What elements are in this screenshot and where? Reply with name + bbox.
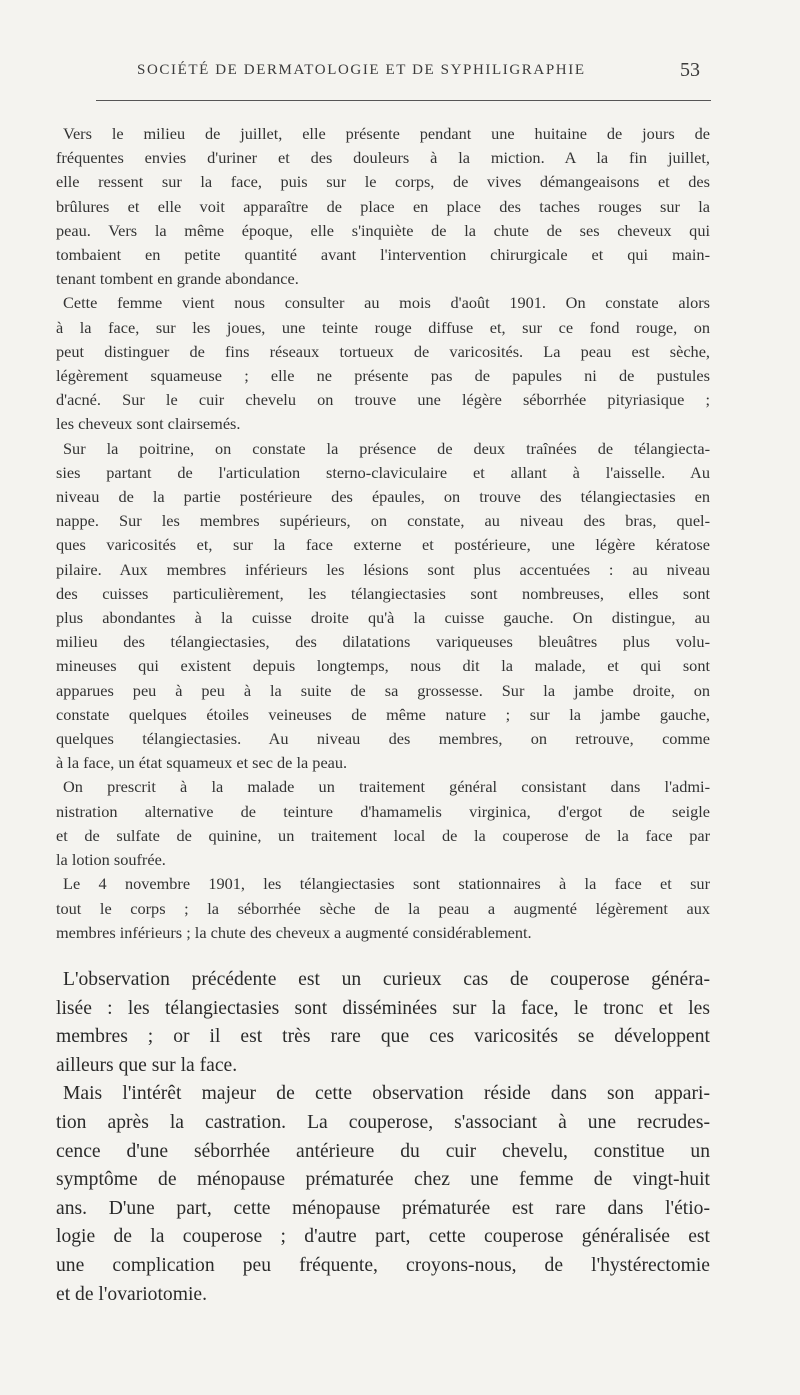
text-line: et de sulfate de quinine, un traitement local de la couperose de la face par [56, 825, 710, 845]
text-line: peut distinguer de fins réseaux tortueux de varicosités. La peau est sèche, [56, 341, 710, 361]
text-line: des cuisses particulièrement, les télangiectasies sont nombreuses, elles sont [56, 583, 710, 603]
text-line: On prescrit à la malade un traitement général consistant dans l'admi- [63, 777, 710, 797]
text-line: tenant tombent en grande abondance. [56, 269, 299, 289]
text-line: à la face, sur les joues, une teinte rouge diffuse et, sur ce fond rouge, on [56, 317, 710, 337]
text-line: membres inférieurs ; la chute des cheveux a augmenté considérablement. [56, 922, 532, 942]
text-line: Mais l'intérêt majeur de cette observation réside dans son appari- [63, 1083, 710, 1105]
commentary-paragraph [56, 966, 710, 1080]
text-line: membres ; or il est très rare que ces varicosités se développent [56, 1026, 710, 1048]
text-line: ans. D'une part, cette ménopause prématurée est rare dans l'étio- [56, 1197, 710, 1219]
case-report-paragraph [56, 872, 710, 945]
header-rule [96, 100, 711, 101]
text-line: une complication peu fréquente, croyons-nous, de l'hystérectomie [56, 1254, 710, 1276]
text-line: symptôme de ménopause prématurée chez une femme de vingt-huit [56, 1169, 710, 1191]
text-line: Vers le milieu de juillet, elle présente pendant une huitaine de jours de [63, 124, 710, 143]
text-line: Sur la poitrine, on constate la présence de deux traînées de télangiecta- [63, 438, 710, 458]
commentary [56, 966, 710, 1309]
text-line: peau. Vers la même époque, elle s'inquiète de la chute de ses cheveux qui [56, 220, 710, 240]
text-line: ques varicosités et, sur la face externe et postérieure, une légère kératose [56, 535, 710, 555]
running-title: SOCIÉTÉ DE DERMATOLOGIE ET DE SYPHILIGRAPHIE [137, 62, 586, 78]
case-report-paragraph [56, 122, 710, 291]
text-line: sies partant de l'articulation sterno-claviculaire et allant à l'aisselle. Au [56, 462, 710, 482]
case-report [56, 122, 710, 945]
text-line: Cette femme vient nous consulter au mois d'août 1901. On constate alors [63, 293, 710, 313]
case-report-paragraph [56, 775, 710, 872]
text-line: d'acné. Sur le cuir chevelu on trouve une légère séborrhée pityriasique ; [56, 390, 710, 410]
running-head [0, 59, 800, 86]
text-line: milieu des télangiectasies, des dilatations variqueuses bleuâtres plus volu- [56, 632, 710, 652]
text-line: cence d'une séborrhée antérieure du cuir chevelu, constitue un [56, 1140, 710, 1162]
page-number: 53 [680, 59, 700, 81]
text-line: tout le corps ; la séborrhée sèche de la peau a augmenté légèrement aux [56, 898, 710, 918]
text-line: niveau de la partie postérieure des épaules, on trouve des télangiectasies en [56, 487, 710, 507]
case-report-paragraph [56, 291, 710, 436]
text-line: nistration alternative de teinture d'hamamelis virginica, d'ergot de seigle [56, 801, 710, 821]
text-line: constate quelques étoiles veineuses de même nature ; sur la jambe gauche, [56, 704, 710, 724]
text-line: les cheveux sont clairsemés. [56, 414, 241, 434]
text-line: fréquentes envies d'uriner et des douleurs à la miction. A la fin juillet, [56, 148, 710, 168]
text-line: mineuses qui existent depuis longtemps, nous dit la malade, et qui sont [56, 656, 710, 676]
text-line: nappe. Sur les membres supérieurs, on constate, au niveau des bras, quel- [56, 511, 710, 531]
case-report-paragraph [56, 437, 710, 776]
text-line: pilaire. Aux membres inférieurs les lésions sont plus accentuées : au niveau [56, 559, 710, 579]
text-line: logie de la couperose ; d'autre part, cette couperose généralisée est [56, 1226, 710, 1248]
text-line: ailleurs que sur la face. [56, 1054, 238, 1076]
text-line: apparues peu à peu à la suite de sa grossesse. Sur la jambe droite, on [56, 680, 710, 700]
text-line: la lotion soufrée. [56, 850, 166, 870]
text-line: lisée : les télangiectasies sont disséminées sur la face, le tronc et les [56, 997, 710, 1019]
text-line: quelques télangiectasies. Au niveau des membres, on retrouve, comme [56, 729, 710, 749]
text-line: tion après la castration. La couperose, s'associant à une recrudes- [56, 1111, 710, 1133]
text-line: légèrement squameuse ; elle ne présente pas de papules ni de pustules [56, 366, 710, 386]
text-line: brûlures et elle voit apparaître de place en place des taches rouges sur la [56, 196, 710, 216]
text-line: et de l'ovariotomie. [56, 1283, 207, 1305]
text-line: à la face, un état squameux et sec de la peau. [56, 753, 348, 773]
text-line: tombaient en petite quantité avant l'intervention chirurgicale et qui main- [56, 245, 710, 265]
commentary-paragraph [56, 1080, 710, 1309]
text-line: L'observation précédente est un curieux cas de couperose généra- [63, 969, 710, 990]
text-line: plus abondantes à la cuisse droite qu'à la cuisse gauche. On distingue, au [56, 608, 710, 628]
text-line: Le 4 novembre 1901, les télangiectasies sont stationnaires à la face et sur [63, 874, 710, 894]
text-line: elle ressent sur la face, puis sur le corps, de vives démangeaisons et des [56, 172, 710, 192]
